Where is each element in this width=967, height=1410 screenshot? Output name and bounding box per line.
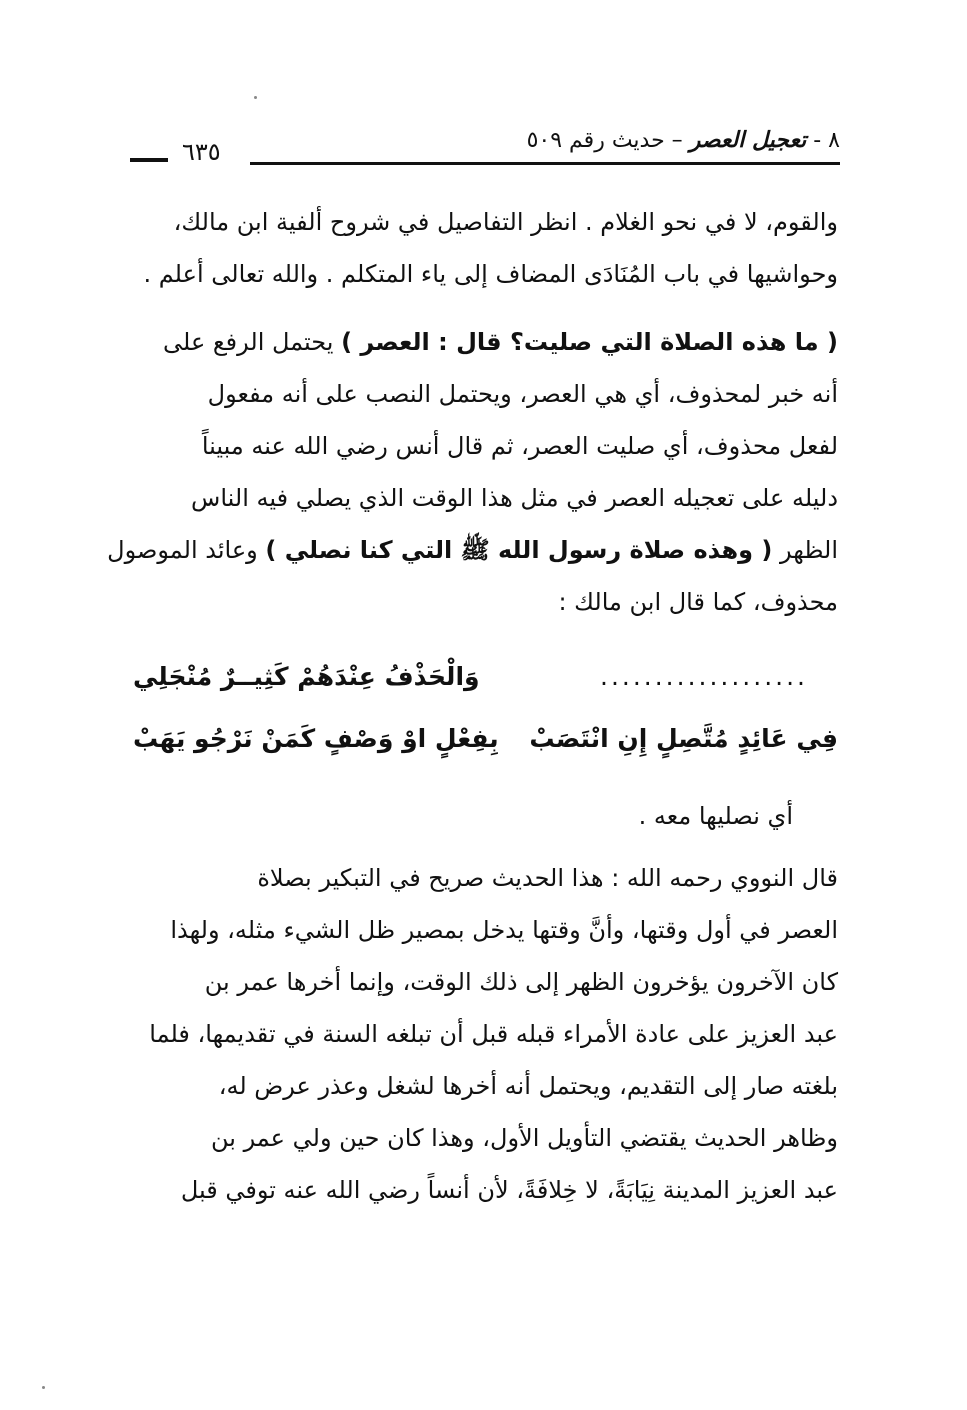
text-line: قال النووي رحمه الله : هذا الحديث صريح في التبكير بصلاة xyxy=(257,864,838,892)
text-line: دليله على تعجيله العصر في مثل هذا الوقت الذي يصلي فيه الناس xyxy=(191,484,838,512)
commentary-text: يحتمل الرفع على xyxy=(163,328,342,356)
quoted-hadith-phrase: ( وهذه صلاة رسول الله ﷺ التي كنا نصلي ) xyxy=(265,536,773,564)
text-line xyxy=(107,524,838,576)
running-title xyxy=(527,128,840,153)
page-header xyxy=(130,128,840,168)
text-line: بلغته صار إلى التقديم، ويحتمل أنه أخرها لشغل وعذر عرض له، xyxy=(218,1072,838,1100)
header-rule xyxy=(250,162,840,165)
text-line: كان الآخرون يؤخرون الظهر إلى ذلك الوقت، وإنما أخرها عمر بن xyxy=(204,968,838,996)
scan-speck xyxy=(42,1386,45,1389)
verse-line-2 xyxy=(133,724,838,768)
verse-line-1 xyxy=(133,662,838,706)
text-line: عبد العزيز على عادة الأمراء قبله قبل أن تبلغه السنة في تقديمها، فلما xyxy=(149,1020,838,1048)
text-line: عبد العزيز المدينة نِيَابَةً، لا خِلافَةً، لأن أنساً رضي الله عنه توفي قبل xyxy=(180,1176,838,1204)
chapter-number: ٨ - xyxy=(806,128,840,153)
text-line: العصر في أول وقتها، وأنَّ وقتها يدخل بمصير ظل الشيء مثله، ولهذا xyxy=(170,916,838,944)
verse-ellipsis: ................... xyxy=(600,662,808,691)
quoted-hadith-phrase: ( ما هذه الصلاة التي صليت؟ قال : العصر ) xyxy=(341,328,838,356)
page-number-dash xyxy=(130,158,168,162)
text-line: محذوف، كما قال ابن مالك : xyxy=(558,588,838,616)
paragraph-2 xyxy=(107,316,838,628)
chapter-title: تعجيل العصر xyxy=(689,128,807,153)
commentary-text: الظهر xyxy=(772,536,838,564)
text-line: أي نصليها معه . xyxy=(638,802,793,830)
text-line: والقوم، لا في نحو الغلام . انظر التفاصيل في شروح ألفية ابن مالك، xyxy=(173,208,838,236)
text-line xyxy=(133,316,838,368)
commentary-text: وعائد الموصول xyxy=(107,536,266,564)
scan-speck xyxy=(254,96,257,99)
text-line: أنه خبر لمحذوف، أي هي العصر، ويحتمل النصب على أنه مفعول xyxy=(207,380,838,408)
paragraph-1 xyxy=(133,196,838,300)
paragraph-4 xyxy=(133,852,838,1216)
page-number: ٦٣٥ xyxy=(182,138,221,166)
hadith-reference: – حديث رقم ٥٠٩ xyxy=(526,128,690,153)
text-line: لفعل محذوف، أي صليت العصر، ثم قال أنس رضي الله عنه مبيناً xyxy=(201,432,838,460)
verse-hemistich: وَالْحَذْفُ عِنْدَهُمْ كَثِيــرٌ مُنْجَلِي xyxy=(133,662,480,691)
paragraph-3 xyxy=(133,790,793,842)
text-line: وظاهر الحديث يقتضي التأويل الأول، وهذا كان حين ولي عمر بن xyxy=(210,1124,838,1152)
text-line: وحواشيها في باب المُنَادَى المضاف إلى ياء المتكلم . والله تعالى أعلم . xyxy=(143,260,838,288)
verse-hemistich: فِي عَائِدٍ مُتَّصِلٍ إِنِ انْتَصَبْ xyxy=(529,724,838,753)
verse-hemistich: بِفِعْلٍ اوْ وَصْفٍ كَمَنْ نَرْجُو يَهَبْ xyxy=(133,724,499,753)
